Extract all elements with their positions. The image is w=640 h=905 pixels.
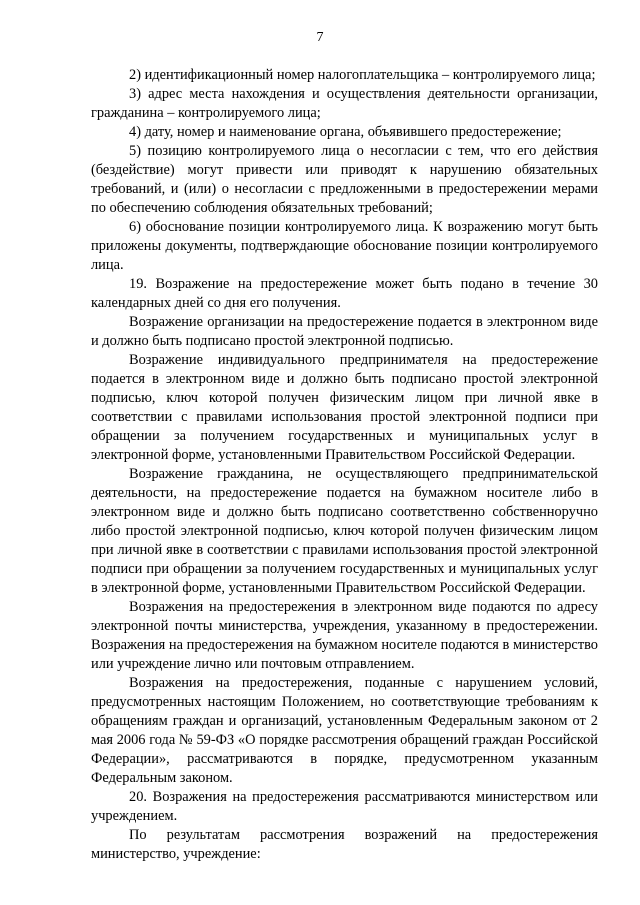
paragraph-item-4: 4) дату, номер и наименование органа, объявившего предостережение; [129,124,562,140]
page-number: 7 [316,30,324,45]
document-body [91,66,598,864]
paragraph-item-5: 5) позицию контролируемого лица о несогласии с тем, что его действия (бездействие) могут привести или приводят к нарушению обязательных требований, и (или) о несогласии с предложенными в предостережении мерами по обеспечению соблюдения обязательных требований; [91,143,598,216]
paragraph-clause-19: 19. Возражение на предостережение может быть подано в течение 30 календарных дней со дня его получения. [91,276,598,311]
paragraph-electronic-submission: Возражения на предостережения в электронном виде подаются по адресу электронной почты министерства, учреждения, указанному в предостережении. Возражения на предостережения на бумажном носителе подаются в министерство или учреждение лично или почтовым отправлением. [91,599,598,672]
paragraph-citizen-objection: Возражение гражданина, не осуществляющего предпринимательской деятельности, на предостережение подается на бумажном носителе либо в электронном виде и должно быть подписано соответственно собственноручно либо простой электронной подписью, ключ которой получен физическим лицом при личной явке в соответствии с правилами использования простой электронной подписи при обращении за получением государственных и муниципальных услуг в электронной форме, установленными Правительством Российской Федерации. [91,466,598,596]
paragraph-review-results: По результатам рассмотрения возражений на предостережения министерство, учреждение: [91,827,598,862]
paragraph-item-3: 3) адрес места нахождения и осуществления деятельности организации, гражданина – контролируемого лица; [91,86,598,121]
paragraph-item-6: 6) обоснование позиции контролируемого лица. К возражению могут быть приложены документы, подтверждающие обоснование позиции контролируемого лица. [91,219,598,273]
paragraph-item-2: 2) идентификационный номер налогоплательщика – контролируемого лица; [129,67,596,83]
paragraph-violation-conditions: Возражения на предостережения, поданные с нарушением условий, предусмотренных настоящим Положением, но соответствующие требованиям к обращениям граждан и организаций, установленным Федеральным законом от 2 мая 2006 года № 59-ФЗ «О порядке рассмотрения обращений граждан Российской Федерации», рассматриваются в порядке, предусмотренном указанным Федеральным законом. [91,675,598,786]
paragraph-entrepreneur-objection: Возражение индивидуального предпринимателя на предостережение подается в электронном виде и должно быть подписано простой электронной подписью, ключ которой получен физическим лицом при личной явке в соответствии с правилами использования простой электронной подписи при обращении за получением государственных и муниципальных услуг в электронной форме, установленными Правительством Российской Федерации. [91,352,598,463]
paragraph-clause-20: 20. Возражения на предостережения рассматриваются министерством или учреждением. [91,789,598,824]
paragraph-organization-objection: Возражение организации на предостережение подается в электронном виде и должно быть подписано простой электронной подписью. [91,314,598,349]
